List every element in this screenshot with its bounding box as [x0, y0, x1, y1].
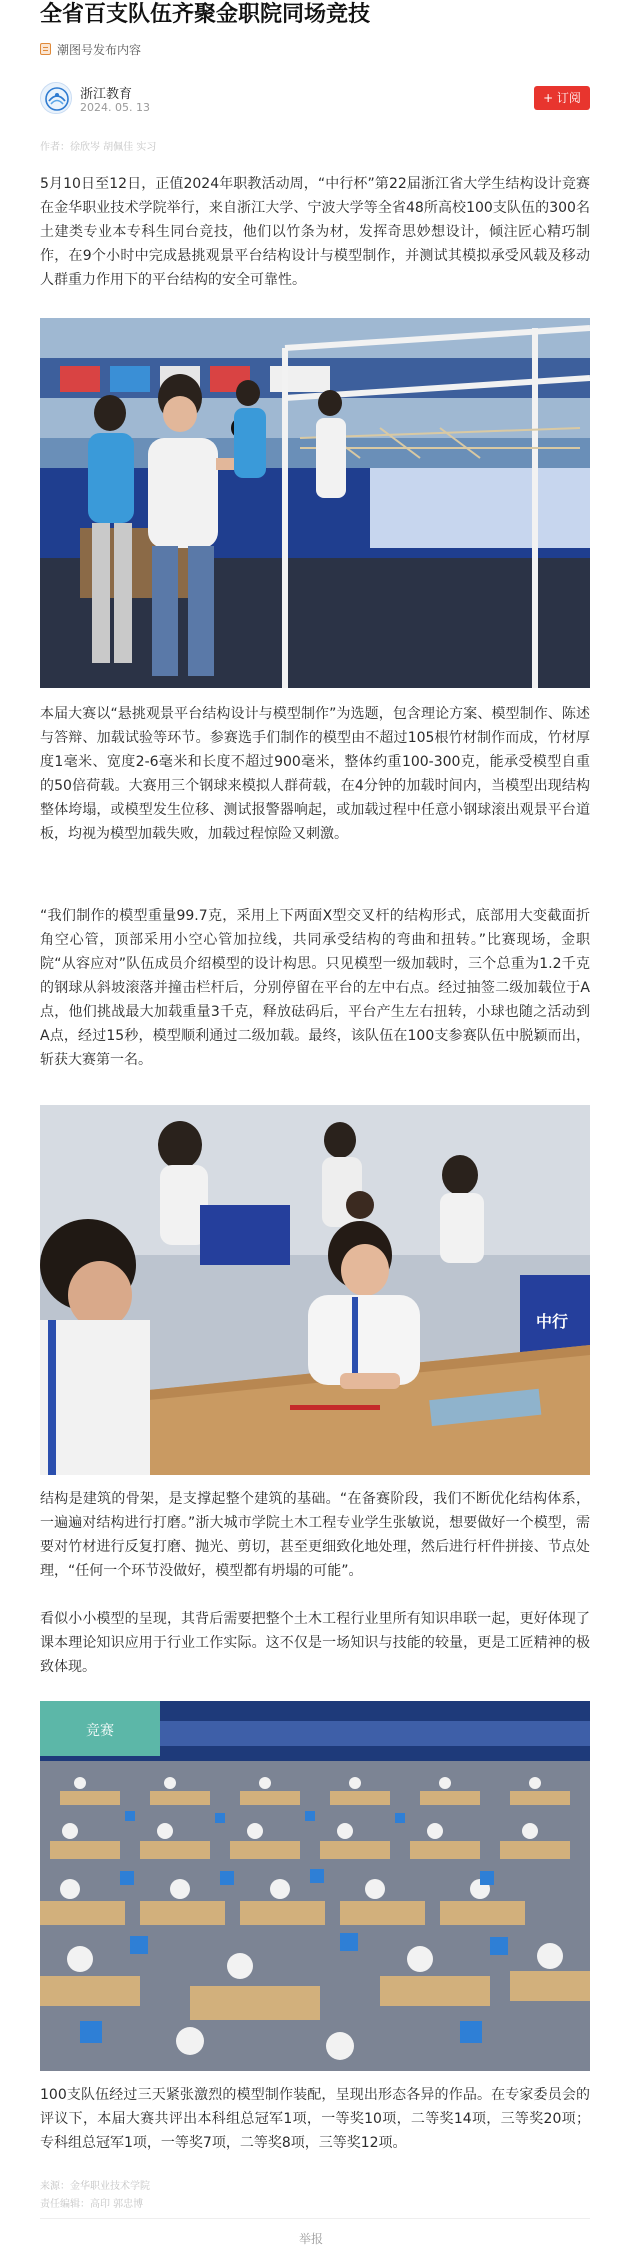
- paragraph-3: “我们制作的模型重量99.7克，采用上下两面X型交叉杆的结构形式，底部用大变截面折角空心管，顶部采用小空心管加拉线，共同承受结构的弯曲和扭转。”比赛现场，金职院“从容应对”队伍成员介绍模型的设计构思。只见模型一级加载时，三个总重为1.2千克的钢球从斜坡滚落并撞击栏杆后，分别停留在平台的左中右点。经过抽签二级加载位于A点，他们挑战最大加载重量3千克，释放砝码后，平台产生左右扭转，小球也随之活动到A点，经过15秒，模型顺利通过二级加载。最终，该队伍在100支参赛队伍中脱颖而出，斩获大赛第一名。: [40, 908, 590, 1068]
- paragraph-1: 5月10日至12日，正值2024年职教活动周，“中行杯”第22届浙江省大学生结构设计竞赛在金华职业技术学院举行，来自浙江大学、宁波大学等全省48所高校100支队伍的300名土建类专业本专科生同台竞技，他们以竹条为材，发挥奇思妙想设计，倾注匠心精巧制作，在9个小时中完成悬挑观景平台结构设计与模型制作，并测试其模拟承受风载及移动人群重力作用下的平台结构的安全可靠性。: [40, 176, 590, 288]
- report-link[interactable]: 举报: [298, 2232, 323, 2246]
- photo-2-image: [40, 1105, 590, 1475]
- publish-date: 2024. 05. 13: [80, 101, 150, 114]
- source-line: 来源：金华职业技术学院: [40, 2181, 150, 2192]
- avatar[interactable]: [40, 82, 72, 114]
- byline: 作者：徐欣岑 胡佩佳 实习: [40, 142, 157, 153]
- footer-divider: [40, 2218, 590, 2219]
- author-bar: [40, 80, 590, 120]
- photo-1-image: [40, 318, 590, 688]
- photo-student-building-model: [40, 1105, 590, 1475]
- article-title: 全省百支队伍齐聚金职院同场竞技: [40, 2, 371, 27]
- publisher-note: [40, 40, 141, 58]
- photo-3-image: [40, 1701, 590, 2071]
- author-logo-icon: [41, 83, 72, 114]
- photo-competition-hall: [40, 1701, 590, 2071]
- banner-text: 中行: [535, 1312, 569, 1331]
- document-icon: [40, 43, 51, 55]
- paragraph-4: 结构是建筑的骨架，是支撑起整个建筑的基础。“在备赛阶段，我们不断优化结构体系，一遍遍对结构进行打磨。”浙大城市学院土木工程专业学生张敏说，想要做好一个模型，需要对竹材进行反复打磨、抛光、剪切，甚至更细致化地处理，然后进行杆件拼接、节点处理，“任何一个环节没做好，模型都有坍塌的可能”。: [40, 1491, 590, 1579]
- photo-model-presentation: [40, 318, 590, 688]
- paragraph-2: 本届大赛以“悬挑观景平台结构设计与模型制作”为选题，包含理论方案、模型制作、陈述与答辩、加载试验等环节。参赛选手们制作的模型由不超过105根竹材制作而成，竹材厚度1毫米、宽度2-6毫米和长度不超过900毫米，整体约重100-300克，能承受模型自重的50倍荷载。大赛用三个钢球来模拟人群荷载，在4分钟的加载时间内，当模型出现结构整体垮塌，或模型发生位移、测试报警器响起，或加载过程中任意小钢球滚出观景平台道板，均视为模型加载失败，加载过程惊险又刺激。: [40, 706, 590, 842]
- publisher-note-text: 潮图号发布内容: [57, 42, 142, 57]
- subscribe-button[interactable]: + 订阅: [534, 86, 590, 110]
- paragraph-6: 100支队伍经过三天紧张激烈的模型制作装配，呈现出形态各异的作品。在专家委员会的评议下，本届大赛共评出本科组总冠军1项，一等奖10项，二等奖14项，三等奖20项；专科组总冠军1项，一等奖7项，二等奖8项，三等奖12项。: [40, 2087, 590, 2151]
- author-name[interactable]: 浙江教育: [80, 87, 133, 102]
- editor-line: 责任编辑：高印 郭忠博: [40, 2199, 144, 2210]
- screen-text: 竞赛: [86, 1723, 114, 1739]
- paragraph-5: 看似小小模型的呈现，其背后需要把整个土木工程行业里所有知识串联一起，更好体现了课本理论知识应用于行业工作实际。这不仅是一场知识与技能的较量，更是工匠精神的极致体现。: [40, 1611, 590, 1675]
